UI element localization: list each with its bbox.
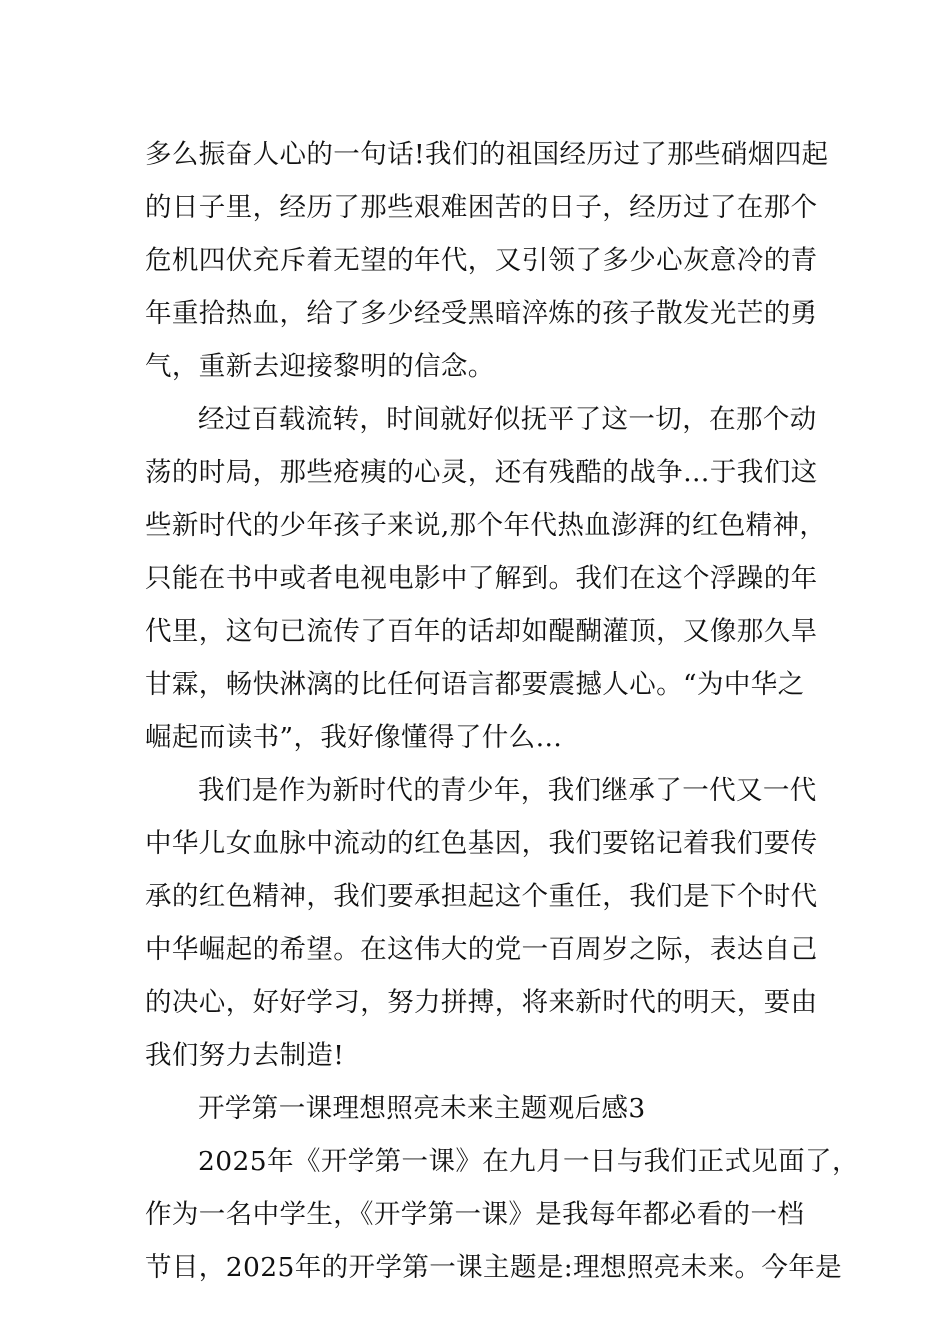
text-line: 节目，2025年的开学第一课主题是:理想照亮未来。今年是 [145,1252,843,1283]
text-line: 荡的时局，那些疮痍的心灵，还有残酷的战争…于我们这 [145,457,818,488]
text-line: 只能在书中或者电视电影中了解到。我们在这个浮躁的年 [145,563,818,594]
text-line: 中华崛起的希望。在这伟大的党一百周岁之际，表达自己 [145,934,818,965]
paragraph-start-line: 经过百载流转，时间就好似抚平了这一切，在那个动 [198,404,817,435]
text-line: 些新时代的少年孩子来说,那个年代热血澎湃的红色精神， [145,510,827,541]
text-line: 气，重新去迎接黎明的信念。 [145,351,495,382]
text-line: 我们努力去制造! [145,1040,345,1071]
text-line: 崛起而读书”，我好像懂得了什么… [145,722,563,753]
text-line: 承的红色精神，我们要承担起这个重任，我们是下个时代 [145,881,818,912]
text-line: 危机四伏充斥着无望的年代，又引领了多少心灰意冷的青 [145,245,818,276]
article-body [145,128,859,1294]
text-line: 代里，这句已流传了百年的话却如醍醐灌顶，又像那久旱 [145,616,818,647]
text-line: 多么振奋人心的一句话!我们的祖国经历过了那些硝烟四起 [145,139,829,170]
section-heading: 开学第一课理想照亮未来主题观后感3 [198,1093,646,1124]
text-line: 作为一名中学生，《开学第一课》是我每年都必看的一档 [145,1199,805,1230]
text-line: 的决心，好好学习，努力拼搏，将来新时代的明天，要由 [145,987,818,1018]
text-line: 甘霖，畅快淋漓的比任何语言都要震撼人心。“为中华之 [145,669,805,700]
text-line: 的日子里，经历了那些艰难困苦的日子，经历过了在那个 [145,192,818,223]
paragraph-start-line: 我们是作为新时代的青少年，我们继承了一代又一代 [198,775,817,806]
text-line: 年重拾热血，给了多少经受黑暗淬炼的孩子散发光芒的勇 [145,298,818,329]
paragraph-start-line: 2025年《开学第一课》在九月一日与我们正式见面了， [198,1146,859,1177]
text-line: 中华儿女血脉中流动的红色基因，我们要铭记着我们要传 [145,828,818,859]
